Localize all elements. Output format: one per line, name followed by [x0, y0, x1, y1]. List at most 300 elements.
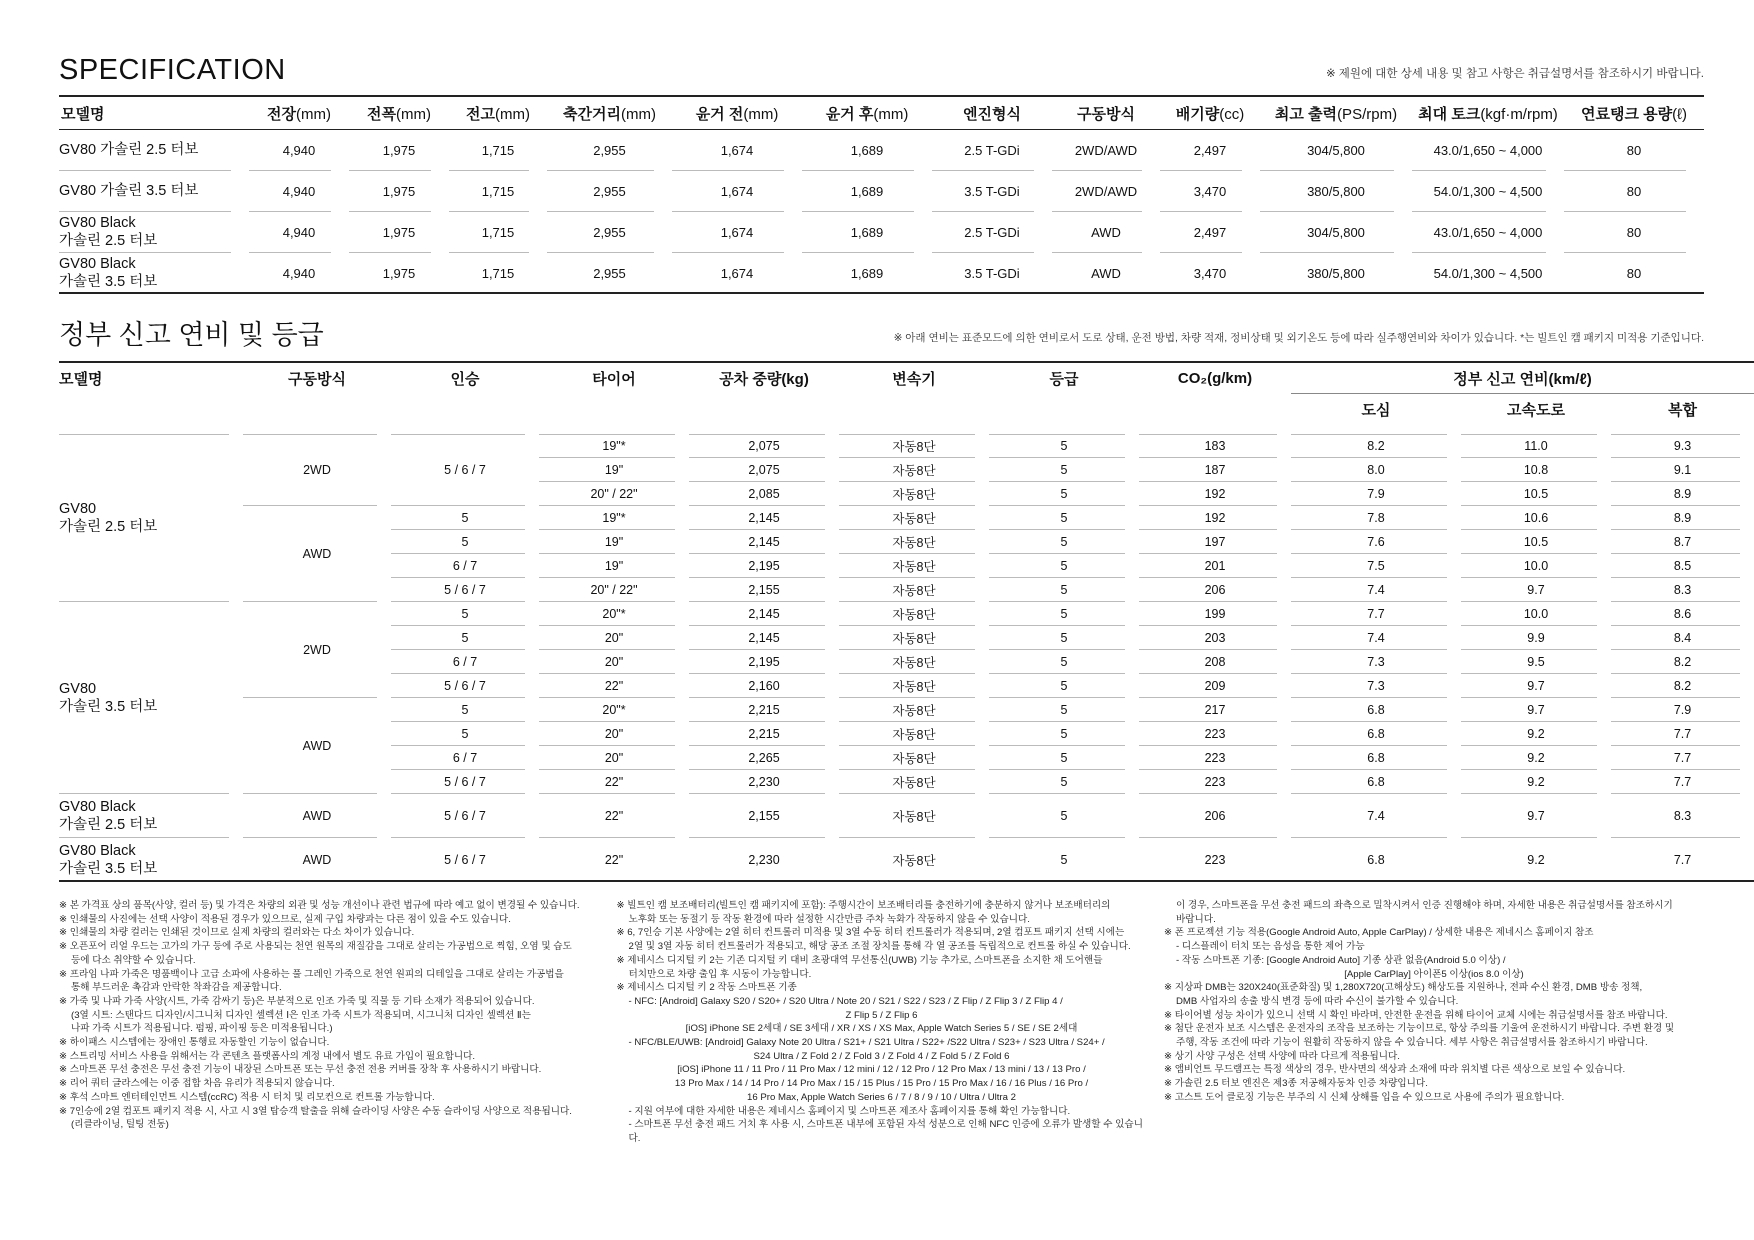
fuel-transmission: 자동8단 — [839, 746, 989, 770]
fuel-head-drive: 구동방식 — [243, 361, 391, 394]
footnote-line: ※ 인쇄물의 사진에는 선택 사양이 적용된 경우가 있으므로, 실제 구입 차량과는 다른 점이 있을 수도 있습니다. — [59, 913, 511, 925]
spec-cell: 4,940 — [249, 130, 349, 171]
spec-cell: 1,674 — [672, 130, 802, 171]
footnote-line: ※ 본 가격표 상의 품목(사양, 컬러 등) 및 가격은 차량의 외관 및 성능 개선이나 관련 법규에 따라 예고 없이 변경될 수 있습니다. — [59, 900, 580, 911]
fuel-highway: 10.5 — [1461, 530, 1611, 554]
fuel-combined: 8.4 — [1611, 626, 1754, 650]
footnote-line: - 지원 여부에 대한 자세한 내용은 제네시스 홈페이지 및 스마트폰 제조사 홈페이지를 통해 확인 가능합니다. — [628, 1105, 1071, 1117]
fuel-tire: 22" — [539, 674, 689, 698]
fuel-weight: 2,195 — [689, 554, 839, 578]
fuel-city: 6.8 — [1291, 770, 1461, 794]
fuel-highway: 10.8 — [1461, 458, 1611, 482]
spec-cell: 1,975 — [349, 171, 449, 212]
footnote-line: - 스마트폰 무선 충전 패드 거치 후 사용 시, 스마트폰 내부에 포함된 자석 성분으로 인해 NFC 인증에 오류가 발생할 수 있습니다. — [628, 1119, 1143, 1144]
spec-column-header — [672, 95, 802, 130]
footnotes-col-3 — [1164, 899, 1704, 1146]
fuel-combined: 7.9 — [1611, 698, 1754, 722]
fuel-grade: 5 — [989, 578, 1139, 602]
spec-cell: 2.5 T-GDi — [932, 130, 1052, 171]
spec-cell: 2,497 — [1160, 130, 1260, 171]
fuel-header — [59, 322, 1704, 349]
fuel-grade: 5 — [989, 722, 1139, 746]
fuel-weight: 2,215 — [689, 722, 839, 746]
spec-row — [59, 130, 1704, 171]
fuel-grade: 5 — [989, 434, 1139, 458]
fuel-seats: 5 — [391, 530, 539, 554]
fuel-tire: 22" — [539, 794, 689, 838]
spec-cell: 1,975 — [349, 212, 449, 253]
fuel-transmission: 자동8단 — [839, 722, 989, 746]
footnote-line: 2열 및 3열 자동 히터 컨트롤러가 적용되고, 해당 공조 조절 장치를 통해 각 열 공조를 독립적으로 컨트롤 하실 수 있습니다. — [628, 941, 1131, 953]
fuel-city: 7.7 — [1291, 602, 1461, 626]
fuel-drive: 2WD — [243, 602, 391, 698]
spec-column-header-label: 윤거 후 — [825, 105, 874, 123]
footnote-line: ※ 스트리밍 서비스 사용을 위해서는 각 콘텐츠 플랫폼사의 계정 내에서 별도 유료 가입이 필요합니다. — [59, 1050, 476, 1062]
spec-cell: 3,470 — [1160, 253, 1260, 294]
footnote-line: ※ 가솔린 2.5 터보 엔진은 제3종 저공해자동차 인증 차량입니다. — [1164, 1078, 1428, 1090]
fuel-head-highway: 고속도로 — [1507, 401, 1565, 419]
footnote-line: ※ 고스트 도어 클로징 기능은 부주의 시 신체 상해를 입을 수 있으므로 사용에 주의가 필요합니다. — [1164, 1091, 1565, 1103]
fuel-grade: 5 — [989, 794, 1139, 838]
fuel-drive: AWD — [243, 506, 391, 602]
spec-column-header-label: 모델명 — [61, 105, 105, 123]
spec-column-header — [1160, 95, 1260, 130]
spec-cell: 380/5,800 — [1260, 253, 1412, 294]
spec-row — [59, 212, 1704, 253]
footnotes — [59, 899, 1704, 1146]
fuel-city: 6.8 — [1291, 838, 1461, 882]
footnote-line: [Apple CarPlay] 아이폰5 이상(ios 8.0 이상) — [1344, 968, 1524, 980]
footnote-line: 바랍니다. — [1176, 913, 1216, 925]
fuel-co2: 197 — [1139, 530, 1291, 554]
spec-header — [59, 56, 1704, 85]
fuel-head-efficiency: 정부 신고 연비(km/ℓ) — [1291, 361, 1754, 394]
fuel-weight: 2,075 — [689, 458, 839, 482]
fuel-highway: 9.5 — [1461, 650, 1611, 674]
spec-column-header — [59, 95, 249, 130]
spec-cell: 4,940 — [249, 171, 349, 212]
spec-cell: 1,674 — [672, 253, 802, 294]
spec-row — [59, 171, 1704, 212]
fuel-grade: 5 — [989, 698, 1139, 722]
fuel-seats: 5 / 6 / 7 — [391, 838, 539, 882]
fuel-row — [59, 698, 1754, 722]
fuel-seats: 5 — [391, 602, 539, 626]
spec-cell: 2,955 — [547, 171, 672, 212]
page — [59, 54, 1704, 1144]
fuel-city: 7.8 — [1291, 506, 1461, 530]
footnote-line: 나파 가죽 시트가 적용됩니다. 펌핑, 파이핑 등은 미적용됩니다.) — [71, 1023, 333, 1035]
fuel-weight: 2,230 — [689, 838, 839, 882]
spec-column-header-label: 엔진형식 — [963, 105, 1021, 123]
fuel-weight: 2,075 — [689, 434, 839, 458]
fuel-transmission: 자동8단 — [839, 506, 989, 530]
footnote-line: ※ 상기 사양 구성은 선택 사양에 따라 다르게 적용됩니다. — [1164, 1050, 1400, 1062]
spec-column-header-unit: (mm) — [620, 105, 656, 123]
fuel-city: 7.9 — [1291, 482, 1461, 506]
fuel-city: 6.8 — [1291, 746, 1461, 770]
fuel-tire: 19" — [539, 530, 689, 554]
fuel-highway: 11.0 — [1461, 434, 1611, 458]
spec-cell: 2,955 — [547, 253, 672, 294]
fuel-weight: 2,265 — [689, 746, 839, 770]
fuel-grade: 5 — [989, 602, 1139, 626]
fuel-seats: 5 / 6 / 7 — [391, 770, 539, 794]
fuel-transmission: 자동8단 — [839, 674, 989, 698]
fuel-city: 7.6 — [1291, 530, 1461, 554]
spec-model-name: GV80 Black 가솔린 2.5 터보 — [59, 212, 249, 253]
fuel-tire: 19" — [539, 458, 689, 482]
fuel-transmission: 자동8단 — [839, 838, 989, 882]
fuel-highway: 10.5 — [1461, 482, 1611, 506]
fuel-combined: 7.7 — [1611, 746, 1754, 770]
spec-note: ※ 제원에 대한 상세 내용 및 참고 사항은 취급설명서를 참조하시기 바랍니다. — [1325, 68, 1704, 80]
fuel-highway: 9.2 — [1461, 838, 1611, 882]
fuel-transmission: 자동8단 — [839, 434, 989, 458]
spec-cell: 2WD/AWD — [1052, 171, 1160, 212]
fuel-co2: 223 — [1139, 722, 1291, 746]
fuel-tire: 19" — [539, 554, 689, 578]
spec-column-header — [1052, 95, 1160, 130]
footnote-line: - 디스플레이 터치 또는 음성을 통한 제어 가능 — [1176, 941, 1365, 953]
footnote-line: 통해 부드러운 촉감과 안락한 착좌감을 제공합니다. — [71, 982, 282, 994]
spec-cell: 1,689 — [802, 212, 932, 253]
fuel-tire: 20"* — [539, 698, 689, 722]
spec-cell: 2,497 — [1160, 212, 1260, 253]
fuel-drive: AWD — [243, 698, 391, 794]
spec-column-header-unit: (kgf·m/rpm) — [1480, 105, 1558, 123]
spec-cell: 54.0/1,300 ~ 4,500 — [1412, 253, 1564, 294]
spec-column-header-label: 축간거리 — [563, 105, 621, 123]
fuel-row — [59, 506, 1754, 530]
fuel-co2: 206 — [1139, 578, 1291, 602]
fuel-highway: 9.9 — [1461, 626, 1611, 650]
fuel-weight: 2,145 — [689, 530, 839, 554]
fuel-transmission: 자동8단 — [839, 578, 989, 602]
footnote-line: ※ 제네시스 디지털 키 2 작동 스마트폰 기종 — [616, 982, 797, 994]
footnote-line: 등에 다소 취약할 수 있습니다. — [71, 954, 196, 966]
fuel-head-trans: 변속기 — [839, 361, 989, 394]
spec-cell: 2WD/AWD — [1052, 130, 1160, 171]
fuel-co2: 223 — [1139, 770, 1291, 794]
fuel-co2: 223 — [1139, 838, 1291, 882]
fuel-head-tire: 타이어 — [539, 361, 689, 394]
spec-cell: 80 — [1564, 212, 1704, 253]
spec-cell: 1,689 — [802, 171, 932, 212]
fuel-city: 7.4 — [1291, 578, 1461, 602]
fuel-model-name: GV80 Black 가솔린 3.5 터보 — [59, 838, 243, 882]
footnote-line: (리클라이닝, 틸팅 전동) — [71, 1119, 169, 1131]
fuel-combined: 8.3 — [1611, 794, 1754, 838]
footnotes-col-2 — [617, 899, 1147, 1146]
fuel-transmission: 자동8단 — [839, 554, 989, 578]
fuel-highway: 9.2 — [1461, 722, 1611, 746]
fuel-transmission: 자동8단 — [839, 650, 989, 674]
fuel-tire: 20" — [539, 650, 689, 674]
spec-column-header-label: 전장 — [267, 105, 296, 123]
spec-column-header-unit: (mm) — [873, 105, 909, 123]
fuel-combined: 8.9 — [1611, 506, 1754, 530]
footnote-line: ※ 첨단 운전자 보조 시스템은 운전자의 조작을 보조하는 기능이므로, 항상 주의를 기울여 운전하시기 바랍니다. 주변 환경 및 — [1164, 1023, 1675, 1035]
fuel-combined: 8.5 — [1611, 554, 1754, 578]
fuel-combined: 8.9 — [1611, 482, 1754, 506]
spec-cell: 3.5 T-GDi — [932, 171, 1052, 212]
fuel-weight: 2,215 — [689, 698, 839, 722]
spec-cell: 80 — [1564, 253, 1704, 294]
fuel-tire: 19"* — [539, 434, 689, 458]
footnote-line: ※ 7인승에 2열 컴포트 패키지 적용 시, 사고 시 3열 탑승객 탈출을 위해 슬라이딩 사양은 수동 슬라이딩 사양으로 적용됩니다. — [59, 1105, 572, 1117]
fuel-grade: 5 — [989, 482, 1139, 506]
spec-column-header — [932, 95, 1052, 130]
fuel-tire: 20" — [539, 626, 689, 650]
fuel-combined: 7.7 — [1611, 838, 1754, 882]
footnote-line: ※ 앰비언트 무드램프는 특정 색상의 경우, 반사면의 색상과 소재에 따라 위치별 다른 색상으로 보일 수 있습니다. — [1164, 1064, 1626, 1076]
footnote-line: ※ 타이어별 성능 차이가 있으니 선택 시 확인 바라며, 안전한 운전을 위해 타이어 교체 시에는 취급설명서를 참조 바랍니다. — [1164, 1009, 1668, 1021]
fuel-combined: 8.3 — [1611, 578, 1754, 602]
fuel-model-name: GV80 Black 가솔린 2.5 터보 — [59, 794, 243, 838]
fuel-combined: 8.2 — [1611, 674, 1754, 698]
spec-column-header-unit: (ℓ) — [1672, 105, 1687, 123]
spec-column-header — [349, 95, 449, 130]
spec-column-header-unit: (mm) — [396, 105, 431, 123]
spec-cell: 1,674 — [672, 212, 802, 253]
spec-column-header-unit: (PS/rpm) — [1337, 105, 1398, 123]
spec-column-header — [449, 95, 547, 130]
fuel-model-name: GV80 가솔린 3.5 터보 — [59, 602, 243, 794]
spec-cell: 1,715 — [449, 212, 547, 253]
footnote-line: ※ 스마트폰 무선 충전은 무선 충전 기능이 내장된 스마트폰 또는 무선 충전 전용 커버를 장착 후 사용하시기 바랍니다. — [59, 1064, 542, 1076]
spec-column-header-label: 구동방식 — [1077, 105, 1135, 123]
footnote-line: Z Flip 5 / Z Flip 6 — [845, 1009, 918, 1021]
fuel-grade: 5 — [989, 746, 1139, 770]
fuel-weight: 2,145 — [689, 506, 839, 530]
fuel-grade: 5 — [989, 650, 1139, 674]
fuel-tire: 19"* — [539, 506, 689, 530]
fuel-drive: AWD — [243, 838, 391, 882]
fuel-co2: 209 — [1139, 674, 1291, 698]
fuel-combined: 9.3 — [1611, 434, 1754, 458]
fuel-drive: AWD — [243, 794, 391, 838]
fuel-highway: 9.7 — [1461, 578, 1611, 602]
fuel-tire: 20"* — [539, 602, 689, 626]
spec-column-header-label: 배기량 — [1175, 105, 1220, 123]
fuel-seats: 5 / 6 / 7 — [391, 794, 539, 838]
spec-cell: 2,955 — [547, 130, 672, 171]
spec-model-name: GV80 가솔린 3.5 터보 — [59, 171, 249, 212]
footnote-line: 노후화 또는 동절기 등 작동 환경에 따라 설정한 시간만큼 주차 녹화가 작동하지 않을 수 있습니다. — [628, 913, 1030, 925]
fuel-head-model: 모델명 — [59, 361, 243, 394]
spec-column-header — [802, 95, 932, 130]
spec-cell: 380/5,800 — [1260, 171, 1412, 212]
fuel-weight: 2,155 — [689, 794, 839, 838]
fuel-city: 7.4 — [1291, 794, 1461, 838]
fuel-table — [59, 361, 1754, 882]
spec-cell: 4,940 — [249, 212, 349, 253]
fuel-transmission: 자동8단 — [839, 482, 989, 506]
spec-cell: 1,975 — [349, 130, 449, 171]
spec-cell: 1,689 — [802, 130, 932, 171]
spec-model-name: GV80 Black 가솔린 3.5 터보 — [59, 253, 249, 294]
fuel-transmission: 자동8단 — [839, 530, 989, 554]
spec-column-header — [547, 95, 672, 130]
spec-cell: 2.5 T-GDi — [932, 212, 1052, 253]
fuel-tire: 22" — [539, 838, 689, 882]
spec-column-header-label: 최고 출력 — [1274, 105, 1338, 123]
fuel-note: ※ 아래 연비는 표준모드에 의한 연비로서 도로 상태, 운전 방법, 차량 적재, 정비상태 및 외기온도 등에 따라 실주행연비와 차이가 있습니다. *는 빌트인 캠 패키지 미적용 기준입니다. — [893, 332, 1704, 344]
fuel-co2: 183 — [1139, 434, 1291, 458]
fuel-title: 정부 신고 연비 및 등급 — [59, 320, 324, 350]
fuel-weight: 2,195 — [689, 650, 839, 674]
spec-cell: 1,715 — [449, 171, 547, 212]
spec-cell: 304/5,800 — [1260, 130, 1412, 171]
fuel-combined: 8.7 — [1611, 530, 1754, 554]
fuel-co2: 208 — [1139, 650, 1291, 674]
spec-cell: 80 — [1564, 130, 1704, 171]
fuel-co2: 201 — [1139, 554, 1291, 578]
spec-column-header — [1564, 95, 1704, 130]
footnote-line: 이 경우, 스마트폰을 무선 충전 패드의 좌측으로 밀착시켜서 인증 진행해야 하며, 자세한 내용은 취급설명서를 참조하시기 — [1176, 900, 1673, 911]
fuel-co2: 223 — [1139, 746, 1291, 770]
footnote-line: ※ 지상파 DMB는 320X240(표준화질) 및 1,280X720(고해상도) 해상도를 지원하나, 전파 수신 환경, DMB 방송 정책, — [1164, 982, 1643, 994]
footnote-line: ※ 후석 스마트 엔터테인먼트 시스템(ccRC) 적용 시 터치 및 리모컨으로 컨트롤 가능합니다. — [59, 1091, 435, 1103]
fuel-city: 7.3 — [1291, 650, 1461, 674]
spec-column-header-unit: (cc) — [1219, 105, 1245, 123]
fuel-co2: 217 — [1139, 698, 1291, 722]
fuel-city: 8.2 — [1291, 434, 1461, 458]
footnote-line: 13 Pro Max / 14 / 14 Pro / 14 Pro Max / 15 / 15 Plus / 15 Pro / 15 Pro Max / 16 / 16 Plus / 16 Pro / — [674, 1078, 1089, 1090]
spec-column-header-label: 연료탱크 용량 — [1581, 105, 1673, 123]
spec-column-header-unit: (mm) — [495, 105, 530, 123]
footnotes-col-1 — [59, 899, 599, 1146]
spec-column-header-label: 전폭 — [367, 105, 396, 123]
spec-cell: AWD — [1052, 253, 1160, 294]
fuel-weight: 2,160 — [689, 674, 839, 698]
fuel-row — [59, 794, 1754, 838]
fuel-co2: 199 — [1139, 602, 1291, 626]
fuel-drive: 2WD — [243, 434, 391, 506]
footnote-line: ※ 프라임 나파 가죽은 명품백이나 고급 소파에 사용하는 풀 그레인 가죽으로 천연 원피의 디테일을 그대로 살리는 가공법을 — [59, 968, 564, 980]
fuel-grade: 5 — [989, 838, 1139, 882]
fuel-combined: 7.7 — [1611, 722, 1754, 746]
fuel-seats: 6 / 7 — [391, 650, 539, 674]
fuel-seats: 5 / 6 / 7 — [391, 674, 539, 698]
fuel-co2: 192 — [1139, 506, 1291, 530]
spec-cell: 3,470 — [1160, 171, 1260, 212]
fuel-tire: 20" / 22" — [539, 578, 689, 602]
footnote-line: DMB 사업자의 송출 방식 변경 등에 따라 수신이 불가할 수 있습니다. — [1176, 995, 1459, 1007]
spec-cell: 1,689 — [802, 253, 932, 294]
spec-column-header-unit: (mm) — [296, 105, 331, 123]
fuel-combined: 7.7 — [1611, 770, 1754, 794]
footnote-line: ※ 하이패스 시스템에는 장애인 통행료 자동할인 기능이 없습니다. — [59, 1037, 330, 1049]
spec-cell: 43.0/1,650 ~ 4,000 — [1412, 212, 1564, 253]
fuel-model-name: GV80 가솔린 2.5 터보 — [59, 434, 243, 602]
fuel-co2: 192 — [1139, 482, 1291, 506]
fuel-highway: 9.7 — [1461, 674, 1611, 698]
fuel-transmission: 자동8단 — [839, 698, 989, 722]
fuel-co2: 203 — [1139, 626, 1291, 650]
fuel-co2: 206 — [1139, 794, 1291, 838]
footnote-line: - NFC/BLE/UWB: [Android] Galaxy Note 20 Ultra / S21+ / S21 Ultra / S22+ /S22 Ultra / S23+ / S23 Ultra / S24+ / — [628, 1037, 1105, 1049]
fuel-head-weight: 공차 중량(kg) — [689, 361, 839, 394]
fuel-city: 7.5 — [1291, 554, 1461, 578]
fuel-city: 6.8 — [1291, 722, 1461, 746]
fuel-transmission: 자동8단 — [839, 458, 989, 482]
spec-cell: 4,940 — [249, 253, 349, 294]
fuel-grade: 5 — [989, 458, 1139, 482]
fuel-co2: 187 — [1139, 458, 1291, 482]
footnote-line: 16 Pro Max, Apple Watch Series 6 / 7 / 8 / 9 / 10 / Ultra / Ultra 2 — [747, 1091, 1016, 1103]
fuel-highway: 10.0 — [1461, 602, 1611, 626]
fuel-row — [59, 838, 1754, 882]
spec-cell: 43.0/1,650 ~ 4,000 — [1412, 130, 1564, 171]
fuel-head-combined: 복합 — [1668, 401, 1697, 419]
spec-column-header — [1412, 95, 1564, 130]
fuel-grade: 5 — [989, 770, 1139, 794]
spec-column-header — [249, 95, 349, 130]
fuel-highway: 9.7 — [1461, 794, 1611, 838]
fuel-combined: 8.2 — [1611, 650, 1754, 674]
spec-cell: 1,715 — [449, 253, 547, 294]
fuel-grade: 5 — [989, 674, 1139, 698]
fuel-seats: 5 — [391, 722, 539, 746]
spec-cell: 1,715 — [449, 130, 547, 171]
footnote-line: ※ 인쇄물의 차량 컬러는 인쇄된 것이므로 실제 차량의 컬러와는 다소 차이가 있습니다. — [59, 927, 415, 939]
fuel-city: 7.3 — [1291, 674, 1461, 698]
footnote-line: (3열 시트: 스탠다드 디자인/시그니처 디자인 셀렉션 Ⅰ은 인조 가죽 시트가 적용되며, 시그니처 디자인 셀렉션 Ⅱ는 — [71, 1009, 531, 1021]
fuel-head-co2: CO₂(g/km) — [1139, 361, 1291, 394]
fuel-weight: 2,085 — [689, 482, 839, 506]
fuel-head-seats: 인승 — [391, 361, 539, 394]
spec-cell: 2,955 — [547, 212, 672, 253]
fuel-seats: 5 / 6 / 7 — [391, 434, 539, 506]
fuel-row — [59, 602, 1754, 626]
footnote-line: ※ 가죽 및 나파 가죽 사양(시트, 가죽 감싸기 등)은 부분적으로 인조 가죽 및 직물 등 기타 소재가 적용되어 있습니다. — [59, 995, 535, 1007]
spec-row — [59, 253, 1704, 294]
fuel-tire: 20" / 22" — [539, 482, 689, 506]
fuel-highway: 9.2 — [1461, 746, 1611, 770]
fuel-weight: 2,145 — [689, 602, 839, 626]
fuel-grade: 5 — [989, 506, 1139, 530]
footnote-line: S24 Ultra / Z Fold 2 / Z Fold 3 / Z Fold 4 / Z Fold 5 / Z Fold 6 — [753, 1050, 1010, 1062]
fuel-tire: 20" — [539, 746, 689, 770]
footnote-line: ※ 빌트인 캠 보조배터리(빌트인 캠 패키지에 포함): 주행시간이 보조배터리를 충전하기에 충분하지 않거나 보조배터리의 — [616, 900, 1111, 911]
footnote-line: [iOS] iPhone SE 2세대 / SE 3세대 / XR / XS / XS Max, Apple Watch Series 5 / SE / SE 2세대 — [685, 1023, 1078, 1035]
fuel-grade: 5 — [989, 626, 1139, 650]
footnote-line: - NFC: [Android] Galaxy S20 / S20+ / S20 Ultra / Note 20 / S21 / S22 / S23 / Z Flip / Z Flip 3 / Z Flip 4 / — [628, 995, 1063, 1007]
fuel-city: 8.0 — [1291, 458, 1461, 482]
spec-cell: 54.0/1,300 ~ 4,500 — [1412, 171, 1564, 212]
spec-cell: 1,674 — [672, 171, 802, 212]
fuel-city: 7.4 — [1291, 626, 1461, 650]
fuel-highway: 9.7 — [1461, 698, 1611, 722]
spec-column-header — [1260, 95, 1412, 130]
fuel-transmission: 자동8단 — [839, 794, 989, 838]
footnote-line: 터치만으로 차량 출입 후 시동이 가능합니다. — [628, 968, 812, 980]
footnote-line: [iOS] iPhone 11 / 11 Pro / 11 Pro Max / 12 mini / 12 / 12 Pro / 12 Pro Max / 13 mini / 13 / 13 Pro / — [677, 1064, 1086, 1076]
spec-column-header-label: 윤거 전 — [695, 105, 744, 123]
fuel-transmission: 자동8단 — [839, 602, 989, 626]
spec-cell: 1,975 — [349, 253, 449, 294]
fuel-row — [59, 434, 1754, 458]
footnote-line: ※ 6, 7인승 기본 사양에는 2열 히터 컨트롤러 미적용 및 3열 수동 히터 컨트롤러가 적용되며, 2열 컴포트 패키지 선택 시에는 — [616, 927, 1125, 939]
fuel-head-grade: 등급 — [989, 361, 1139, 394]
fuel-grade: 5 — [989, 554, 1139, 578]
fuel-transmission: 자동8단 — [839, 626, 989, 650]
fuel-weight: 2,145 — [689, 626, 839, 650]
footnote-line: ※ 제네시스 디지털 키 2는 기존 디지털 키 대비 초광대역 무선통신(UWB) 기능 추가로, 스마트폰을 소지한 채 도어핸들 — [616, 954, 1103, 966]
fuel-seats: 5 — [391, 506, 539, 530]
